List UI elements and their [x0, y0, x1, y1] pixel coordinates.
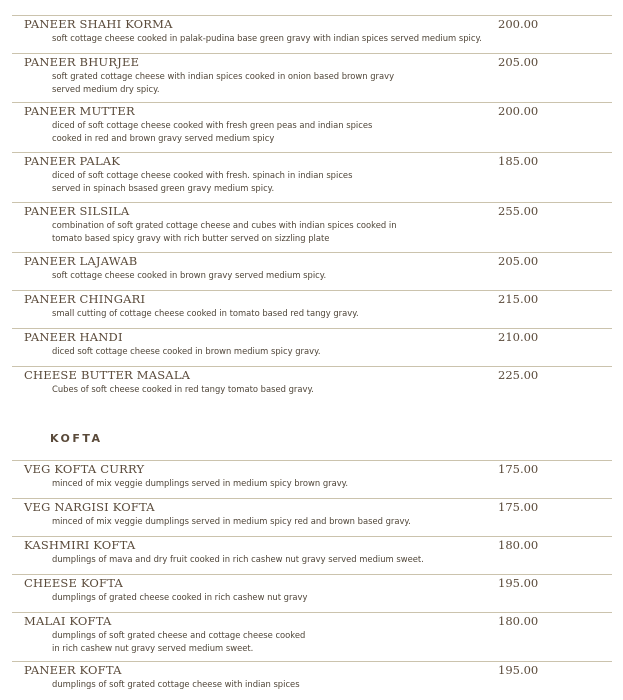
item-description-line: diced soft cottage cheese cooked in brown medium spicy gravy. [52, 346, 321, 356]
item-description [52, 629, 432, 654]
item-price: 180.00 [498, 538, 539, 552]
item-description [52, 591, 432, 604]
item-description-line: tomato based spicy gravy with rich butter served on sizzling plate [52, 232, 330, 243]
item-price: 210.00 [498, 330, 539, 344]
menu-item [12, 290, 612, 329]
menu-item [12, 612, 612, 662]
item-name: VEG KOFTA CURRY [24, 462, 145, 476]
item-name: KASHMIRI KOFTA [24, 538, 136, 552]
item-description [52, 345, 432, 358]
item-description-line: soft cottage cheese cooked in palak-pudina base green gravy with indian spices served medium spicy. [52, 33, 482, 43]
item-description-line: diced of soft cottage cheese cooked with fresh green peas and indian spices [52, 120, 373, 130]
item-description-line: combination of soft grated cottage cheese and cubes with indian spices cooked in [52, 220, 397, 230]
menu-item [12, 53, 612, 103]
menu-item [12, 574, 612, 613]
item-description-line: minced of mix veggie dumplings served in medium spicy red and brown based gravy. [52, 516, 411, 526]
item-description [52, 383, 432, 396]
menu-item [12, 328, 612, 367]
item-description-line: dumplings of grated cheese cooked in rich cashew nut gravy [52, 592, 308, 602]
item-description-line: dumplings of soft grated cottage cheese with indian spices [52, 679, 300, 689]
item-description-line: minced of mix veggie dumplings served in medium spicy brown gravy. [52, 478, 349, 488]
item-description [52, 70, 432, 95]
item-description [52, 515, 432, 528]
item-price: 195.00 [498, 576, 539, 590]
item-name: PANEER SHAHI KORMA [24, 17, 173, 31]
item-name: PANEER PALAK [24, 154, 121, 168]
item-name: CHEESE KOFTA [24, 576, 123, 590]
item-price: 225.00 [498, 368, 539, 382]
item-description-line: dumplings of soft grated cheese and cottage cheese cooked [52, 630, 306, 640]
item-description-line: diced of soft cottage cheese cooked with fresh. spinach in indian spices [52, 170, 353, 180]
item-price: 180.00 [498, 614, 539, 628]
item-description-line: in rich cashew nut gravy served medium sweet. [52, 642, 254, 653]
item-name: PANEER LAJAWAB [24, 254, 138, 268]
item-price: 215.00 [498, 292, 539, 306]
menu-item [12, 102, 612, 153]
item-description [52, 269, 432, 282]
item-description-line: served in spinach bsased green gravy medium spicy. [52, 182, 275, 193]
menu-item [12, 152, 612, 203]
item-description [52, 678, 432, 691]
menu-item [12, 202, 612, 253]
item-description-line: soft cottage cheese cooked in brown gravy served medium spicy. [52, 270, 327, 280]
item-name: PANEER BHURJEE [24, 55, 140, 69]
item-description [52, 219, 432, 244]
menu-item [12, 536, 612, 575]
item-price: 185.00 [498, 154, 539, 168]
item-price: 205.00 [498, 254, 539, 268]
item-price: 205.00 [498, 55, 539, 69]
item-description-line: Cubes of soft cheese cooked in red tangy tomato based gravy. [52, 384, 314, 394]
item-price: 200.00 [498, 17, 539, 31]
item-description-line: served medium dry spicy. [52, 83, 160, 94]
item-description-line: soft grated cottage cheese with indian spices cooked in onion based brown gravy [52, 71, 395, 81]
item-description [52, 119, 432, 144]
item-name: PANEER SILSILA [24, 204, 130, 218]
item-price: 175.00 [498, 500, 539, 514]
item-name: PANEER KOFTA [24, 663, 122, 677]
item-description-line: dumplings of mava and dry fruit cooked in rich cashew nut gravy served medium sweet. [52, 554, 424, 564]
item-description [52, 477, 432, 490]
menu-item [12, 15, 612, 54]
item-name: VEG NARGISI KOFTA [24, 500, 155, 514]
item-name: PANEER MUTTER [24, 104, 135, 118]
item-description-line: cooked in red and brown gravy served medium spicy [52, 132, 275, 143]
section-title-kofta: KOFTA [50, 432, 103, 445]
item-price: 195.00 [498, 663, 539, 677]
menu-item [12, 498, 612, 537]
item-description [52, 169, 432, 194]
item-price: 200.00 [498, 104, 539, 118]
item-name: CHEESE BUTTER MASALA [24, 368, 191, 382]
item-name: MALAI KOFTA [24, 614, 112, 628]
item-price: 175.00 [498, 462, 539, 476]
item-name: PANEER CHINGARI [24, 292, 146, 306]
menu-item [12, 252, 612, 291]
item-description [52, 307, 432, 320]
item-name: PANEER HANDI [24, 330, 123, 344]
item-price: 255.00 [498, 204, 539, 218]
item-description [52, 553, 432, 566]
menu-item [12, 460, 612, 499]
menu-item [12, 366, 612, 407]
item-description [52, 32, 482, 45]
menu-item [12, 661, 612, 700]
item-description-line: small cutting of cottage cheese cooked in tomato based red tangy gravy. [52, 308, 359, 318]
